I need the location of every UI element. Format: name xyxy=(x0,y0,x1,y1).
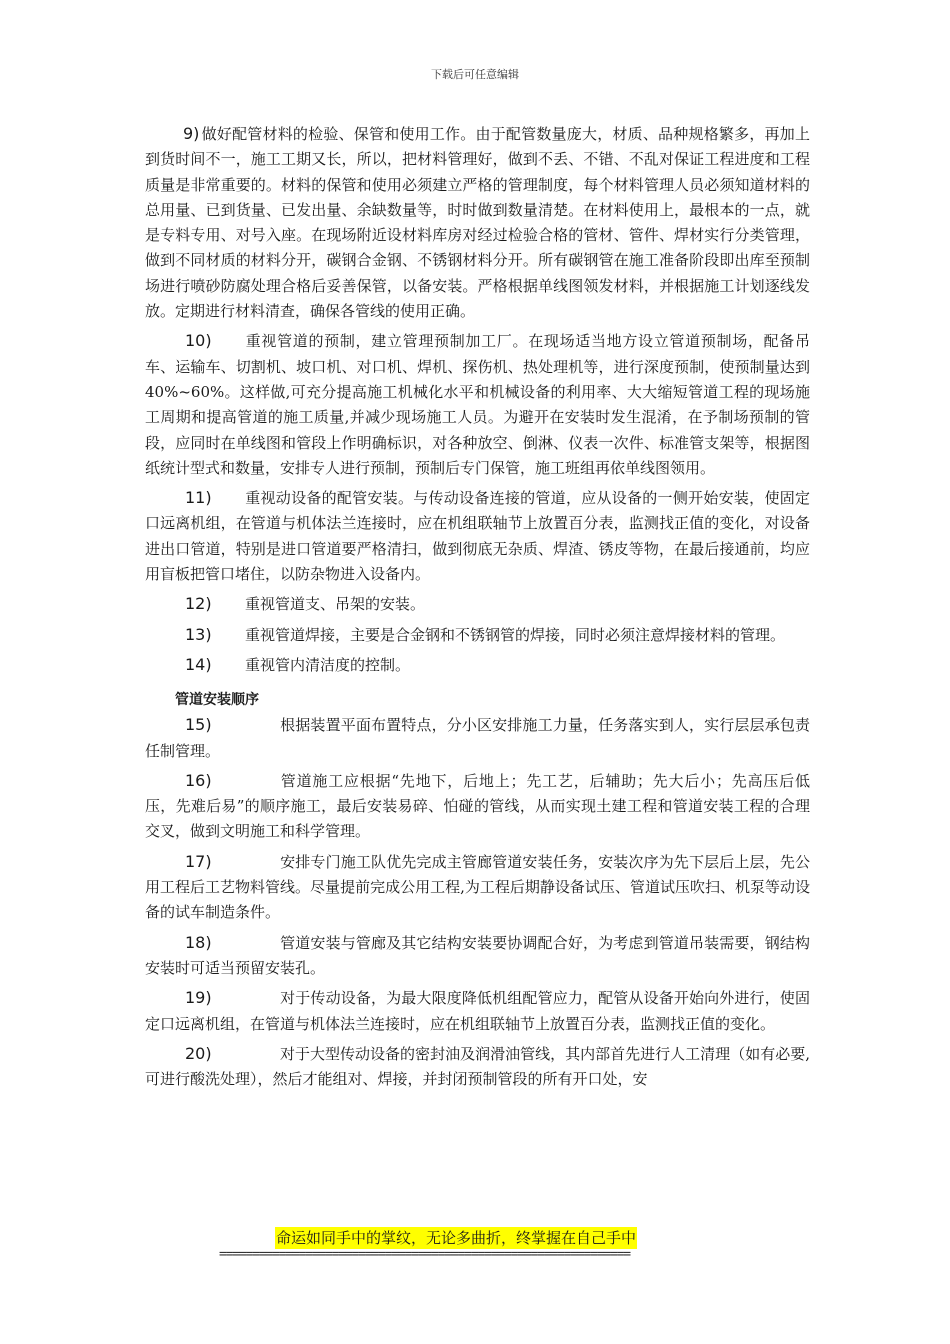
item-text: 对于大型传动设备的密封油及润滑油管线，其内部首先进行人工清理（如有必要,可进行酸洗处理），然后才能组对、焊接，并封闭预制管段的所有开口处，安 xyxy=(145,1044,810,1089)
list-item-10 xyxy=(145,328,810,481)
list-item-15 xyxy=(145,712,810,764)
item-number: 12) xyxy=(185,594,212,614)
item-number: 17) xyxy=(185,851,212,871)
item-number: 13) xyxy=(185,624,212,644)
item-text: 根据装置平面布置特点，分小区安排施工力量，任务落实到人，实行层层承包责任制管理。 xyxy=(145,716,810,760)
item-number: 15) xyxy=(185,715,212,735)
list-item-9 xyxy=(145,121,810,324)
list-item-19 xyxy=(145,985,810,1037)
item-number: 9) xyxy=(183,124,200,143)
item-number: 14) xyxy=(185,654,212,674)
item-text: 安排专门施工队优先完成主管廊管道安装任务，安装次序为先下层后上层，先公用工程后工艺物料管线。尽量提前完成公用工程,为工程后期静设备试压、管道试压吹扫、机泵等动设备的试车制造条件。 xyxy=(145,852,810,922)
list-item-12 xyxy=(145,591,810,617)
list-item-13 xyxy=(145,622,810,648)
list-item-16 xyxy=(145,768,810,845)
item-text: 做好配管材料的检验、保管和使用工作。由于配管数量庞大，材质、品种规格繁多，再加上到货时间不一，施工工期又长，所以，把材料管理好，做到不丢、不错、不乱对保证工程进度和工程质量是非常重要的。材料的保管和使用必须建立严格的管理制度，每个材料管理人员必须知道材料的总用量、已到货量、已发出量、余缺数量等，时时做到数量清楚。在材料使用上，最根本的一点，就是专料专用、对号入座。在现场附近设材料库房对经过检验合格的管材、管件、焊材实行分类管理，做到不同材质的材料分开，碳钢合金钢、不锈钢材料分开。所有碳钢管在施工准备阶段即出库至预制场进行喷砂防腐处理合格后妥善保管，以备安装。严格根据单线图领发材料，并根据施工计划逐线发放。定期进行材料清查，确保各管线的使用正确。 xyxy=(145,125,810,321)
item-number: 10) xyxy=(185,331,212,351)
item-text: 管道安装与管廊及其它结构安装要协调配合好，为考虑到管道吊装需要，钢结构安装时可适当预留安装孔。 xyxy=(145,933,810,977)
page-header: 下载后可任意编辑 xyxy=(431,68,519,81)
item-number: 16) xyxy=(185,770,212,790)
item-text: 重视管道的预制，建立管理预制加工厂。在现场适当地方设立管道预制场，配备吊车、运输车、切割机、坡口机、对口机、焊机、探伤机、热处理机等，进行深度预制，使预制量达到40%~60%。这样做,可充分提高施工机械化水平和机械设备的利用率、大大缩短管道工程的现场施工周期和提高管道的施工质量,并减少现场施工人员。为避开在安装时发生混淆，在予制场预制的管段，应同时在单线图和管段上作明确标识，对各种放空、倒淋、仪表一次件、标准管支架等，根据图纸统计型式和数量，安排专人进行预制，预制后专门保管，施工班组再依单线图领用。 xyxy=(145,332,810,477)
item-text: 管道施工应根据“先地下，后地上；先工艺，后辅助；先大后小；先高压后低压，先难后易”的顺序施工，最后安装易碎、怕碰的管线，从而实现土建工程和管道安装工程的合理交叉，做到文明施工和科学管理。 xyxy=(145,771,810,841)
list-item-11 xyxy=(145,485,810,587)
item-text: 重视管道焊接，主要是合金钢和不锈钢管的焊接，同时必须注意焊接材料的管理。 xyxy=(245,625,786,644)
document-body xyxy=(145,121,810,1096)
list-item-18 xyxy=(145,930,810,982)
item-number: 11) xyxy=(185,488,212,508)
list-item-14 xyxy=(145,652,810,678)
item-text: 重视管内清洁度的控制。 xyxy=(245,655,411,674)
list-item-20 xyxy=(145,1041,810,1093)
item-number: 18) xyxy=(185,932,212,952)
item-number: 20) xyxy=(185,1043,212,1063)
footer-divider: ============================================================== xyxy=(219,1247,630,1262)
item-text: 重视管道支、吊架的安装。 xyxy=(245,595,426,614)
section-heading: 管道安装顺序 xyxy=(175,692,259,709)
footer-motto: 命运如同手中的掌纹，无论多曲折，终掌握在自己手中 xyxy=(276,1229,637,1247)
list-item-17 xyxy=(145,849,810,926)
item-text: 重视动设备的配管安装。与传动设备连接的管道，应从设备的一侧开始安装，使固定口远离机组，在管道与机体法兰连接时，应在机组联轴节上放置百分表，监测找正值的变化，对设备进出口管道，特别是进口管道要严格清扫，做到彻底无杂质、焊渣、锈皮等物，在最后接通前，均应用盲板把管口堵住，以防杂物进入设备内。 xyxy=(145,489,810,584)
item-text: 对于传动设备，为最大限度降低机组配管应力，配管从设备开始向外进行，使固定口远离机组，在管道与机体法兰连接时，应在机组联轴节上放置百分表，监测找正值的变化。 xyxy=(145,989,810,1033)
item-number: 19) xyxy=(185,988,212,1008)
